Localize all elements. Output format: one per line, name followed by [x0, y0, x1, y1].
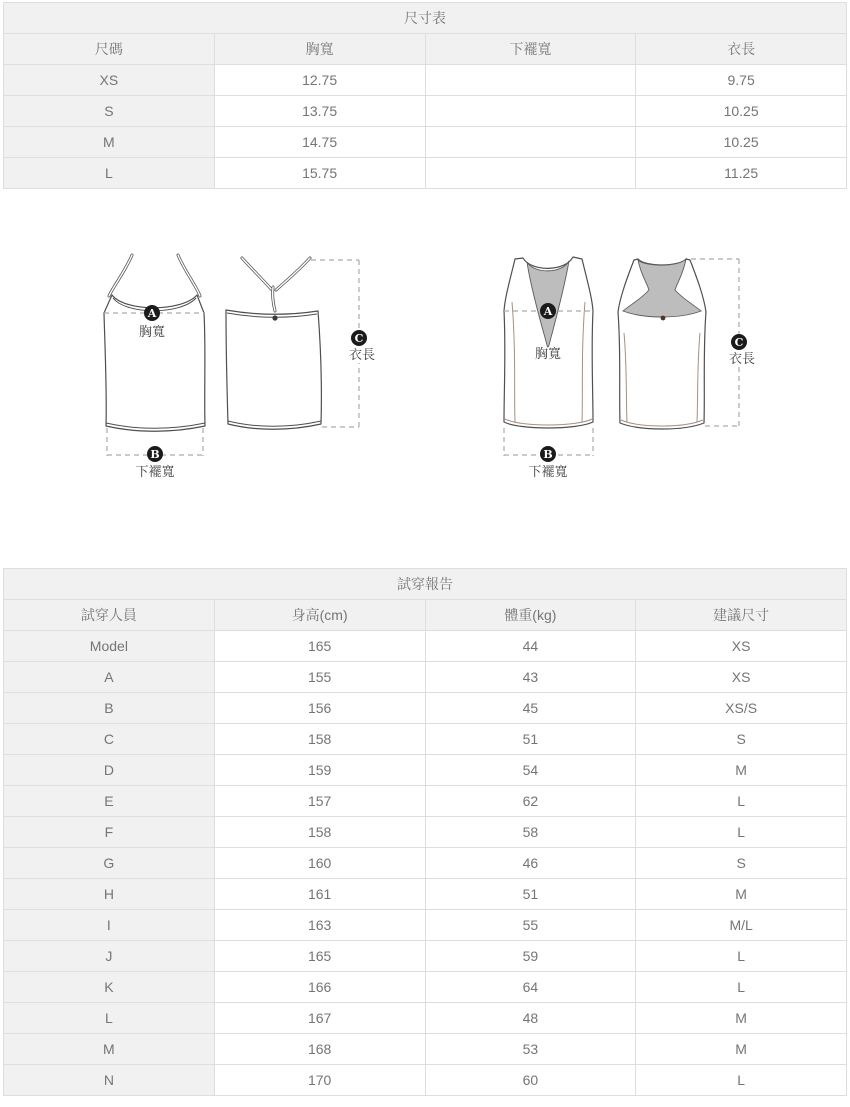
marker-b-letter: B — [150, 448, 160, 461]
table-row — [4, 786, 847, 817]
data-cell: 156 — [214, 693, 425, 724]
hem-measure-left — [107, 428, 203, 479]
data-cell: 9.75 — [636, 65, 847, 96]
marker-c-letter: C — [734, 336, 744, 349]
table-title-row — [4, 3, 847, 34]
data-cell: 160 — [214, 848, 425, 879]
data-cell: 163 — [214, 910, 425, 941]
row-label: K — [4, 972, 215, 1003]
column-header: 下襬寬 — [425, 34, 636, 65]
data-cell: 166 — [214, 972, 425, 1003]
table-row — [4, 127, 847, 158]
table-row — [4, 1034, 847, 1065]
data-cell: 11.25 — [636, 158, 847, 189]
row-label: S — [4, 96, 215, 127]
column-header: 胸寬 — [214, 34, 425, 65]
data-cell: 54 — [425, 755, 636, 786]
data-cell: XS/S — [636, 693, 847, 724]
data-cell: M — [636, 755, 847, 786]
fitting-report-section — [0, 568, 850, 1096]
data-cell — [425, 127, 636, 158]
data-cell: S — [636, 848, 847, 879]
table-title: 試穿報告 — [4, 569, 847, 600]
data-cell: M/L — [636, 910, 847, 941]
table-row — [4, 910, 847, 941]
row-label: XS — [4, 65, 215, 96]
data-cell: M — [636, 879, 847, 910]
row-label: G — [4, 848, 215, 879]
row-label: M — [4, 127, 215, 158]
data-cell: 12.75 — [214, 65, 425, 96]
data-cell: 167 — [214, 1003, 425, 1034]
column-header: 建議尺寸 — [636, 600, 847, 631]
table-row — [4, 1003, 847, 1034]
length-label: 衣長 — [728, 351, 756, 366]
column-header: 試穿人員 — [4, 600, 215, 631]
data-cell: L — [636, 786, 847, 817]
table-header-row — [4, 34, 847, 65]
data-cell: 55 — [425, 910, 636, 941]
camisole-front-view — [104, 255, 205, 431]
data-cell: 10.25 — [636, 96, 847, 127]
table-row — [4, 848, 847, 879]
table-row — [4, 96, 847, 127]
data-cell: 14.75 — [214, 127, 425, 158]
data-cell: 157 — [214, 786, 425, 817]
data-cell: 60 — [425, 1065, 636, 1096]
size-chart-table — [3, 2, 847, 189]
data-cell: M — [636, 1003, 847, 1034]
data-cell: 158 — [214, 724, 425, 755]
data-cell: 158 — [214, 817, 425, 848]
data-cell: 161 — [214, 879, 425, 910]
data-cell: 159 — [214, 755, 425, 786]
data-cell: 51 — [425, 724, 636, 755]
data-cell: 64 — [425, 972, 636, 1003]
row-label: L — [4, 1003, 215, 1034]
data-cell: 43 — [425, 662, 636, 693]
table-title-row — [4, 569, 847, 600]
data-cell: 44 — [425, 631, 636, 662]
row-label: H — [4, 879, 215, 910]
fitting-report-table — [3, 568, 847, 1096]
table-row — [4, 1065, 847, 1096]
column-header: 身高(cm) — [214, 600, 425, 631]
data-cell: 165 — [214, 631, 425, 662]
data-cell: 45 — [425, 693, 636, 724]
data-cell: XS — [636, 631, 847, 662]
row-label: B — [4, 693, 215, 724]
data-cell: L — [636, 972, 847, 1003]
hem-measure-right — [504, 428, 593, 479]
marker-a-letter: A — [147, 307, 157, 320]
chest-width-label: 胸寬 — [534, 346, 562, 361]
data-cell: 58 — [425, 817, 636, 848]
tank-back-view — [618, 259, 706, 429]
table-row — [4, 158, 847, 189]
data-cell: 51 — [425, 879, 636, 910]
data-cell: 53 — [425, 1034, 636, 1065]
camisole-back-view — [226, 258, 321, 429]
table-header-row — [4, 600, 847, 631]
table-row — [4, 755, 847, 786]
row-label: D — [4, 755, 215, 786]
marker-b-letter: B — [543, 448, 553, 461]
row-label: F — [4, 817, 215, 848]
row-label: A — [4, 662, 215, 693]
camisole-diagram — [104, 255, 384, 479]
data-cell: XS — [636, 662, 847, 693]
column-header: 體重(kg) — [425, 600, 636, 631]
data-cell: 10.25 — [636, 127, 847, 158]
data-cell: S — [636, 724, 847, 755]
table-title: 尺寸表 — [4, 3, 847, 34]
marker-a-letter: A — [543, 305, 553, 318]
table-row — [4, 693, 847, 724]
row-label: N — [4, 1065, 215, 1096]
row-label: Model — [4, 631, 215, 662]
back-button-stud — [272, 315, 277, 320]
row-label: C — [4, 724, 215, 755]
data-cell — [425, 96, 636, 127]
table-row — [4, 879, 847, 910]
row-label: L — [4, 158, 215, 189]
table-row — [4, 817, 847, 848]
data-cell: 13.75 — [214, 96, 425, 127]
garment-diagram-svg — [0, 245, 850, 495]
data-cell: 62 — [425, 786, 636, 817]
hem-width-label: 下襬寬 — [135, 464, 175, 479]
data-cell: M — [636, 1034, 847, 1065]
data-cell: 168 — [214, 1034, 425, 1065]
size-chart-section — [0, 2, 850, 189]
marker-c-letter: C — [354, 332, 364, 345]
back-button-stud — [661, 316, 666, 321]
column-header: 尺碼 — [4, 34, 215, 65]
table-row — [4, 972, 847, 1003]
table-row — [4, 65, 847, 96]
data-cell: L — [636, 1065, 847, 1096]
table-row — [4, 662, 847, 693]
row-label: E — [4, 786, 215, 817]
measurement-diagrams — [0, 245, 850, 495]
length-label: 衣長 — [348, 347, 376, 362]
row-label: I — [4, 910, 215, 941]
data-cell: 48 — [425, 1003, 636, 1034]
data-cell: 15.75 — [214, 158, 425, 189]
tank-front-view — [504, 257, 593, 428]
racer-tank-diagram — [504, 257, 764, 479]
table-row — [4, 941, 847, 972]
data-cell — [425, 65, 636, 96]
column-header: 衣長 — [636, 34, 847, 65]
data-cell: L — [636, 941, 847, 972]
data-cell: L — [636, 817, 847, 848]
table-row — [4, 631, 847, 662]
data-cell — [425, 158, 636, 189]
table-row — [4, 724, 847, 755]
data-cell: 155 — [214, 662, 425, 693]
hem-width-label: 下襬寬 — [528, 464, 568, 479]
data-cell: 165 — [214, 941, 425, 972]
row-label: M — [4, 1034, 215, 1065]
data-cell: 59 — [425, 941, 636, 972]
data-cell: 46 — [425, 848, 636, 879]
chest-width-label: 胸寬 — [138, 324, 166, 339]
data-cell: 170 — [214, 1065, 425, 1096]
row-label: J — [4, 941, 215, 972]
